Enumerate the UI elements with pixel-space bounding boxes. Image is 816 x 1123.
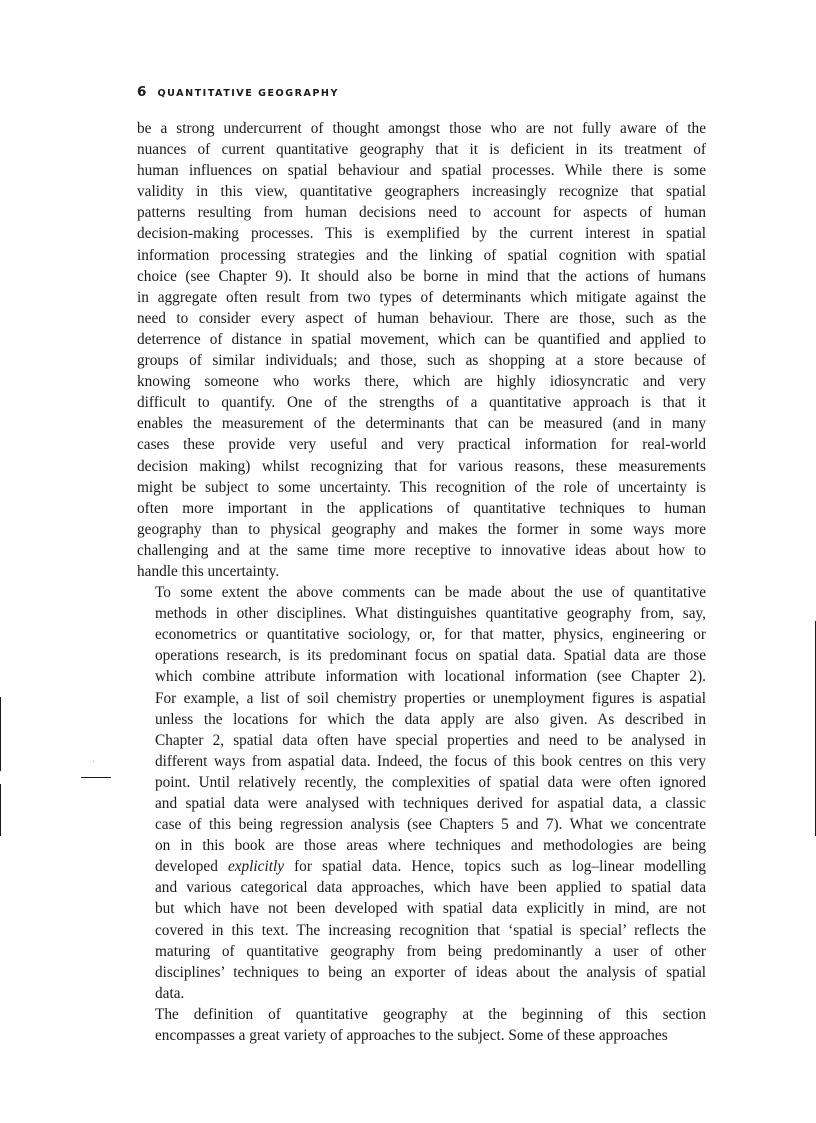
text-line: choice (see Chapter 9). It should also be borne in mind that the actions of humans [137,267,706,285]
margin-dot [93,761,94,762]
text-line: handle this uncertainty. [137,562,280,580]
text-line: developed explicitly for spatial data. Hence, topics such as log–linear modelling [155,858,706,876]
page-number: 6 [137,84,147,100]
text-line: enables the measurement of the determinants that can be measured (and in many [137,415,706,433]
text-line: point. Until relatively recently, the complexities of spatial data were often ignored [155,773,706,791]
text-line: geography than to physical geography and makes the former in some ways more [137,520,706,538]
body-text [137,118,706,1046]
text-line: human influences on spatial behaviour and spatial processes. While there is some [137,162,706,180]
text-line: Chapter 2, spatial data often have special properties and need to be analysed in [155,731,706,749]
text-line: decision making) whilst recognizing that for various reasons, these measurements [137,457,706,475]
text-line: econometrics or quantitative sociology, or, for that matter, physics, engineering or [155,626,706,644]
text-line: To some extent the above comments can be made about the use of quantitative [155,584,706,602]
text-line: decision-making processes. This is exemplified by the current interest in spatial [137,225,706,243]
text-line: encompasses a great variety of approaches to the subject. Some of these approaches [155,1027,668,1045]
text-line: and various categorical data approaches, which have been applied to spatial data [155,879,706,897]
text-line: The definition of quantitative geography at the beginning of this section [155,1005,706,1023]
text-line: patterns resulting from human decisions need to account for aspects of human [137,204,706,222]
text-line: maturing of quantitative geography from being predominantly a user of other [155,942,706,960]
text-line: different ways from aspatial data. Indeed, the focus of this book centres on this very [155,752,706,770]
text-line: need to consider every aspect of human behaviour. There are those, such as the [137,309,706,327]
text-line: information processing strategies and the linking of spatial cognition with spatial [137,246,706,264]
text-line: and spatial data were analysed with techniques derived for aspatial data, a classic [155,795,706,812]
text-line: knowing someone who works there, which are highly idiosyncratic and very [137,373,706,391]
text-line: in aggregate often result from two types of determinants which mitigate against the [137,288,706,306]
text-line: which combine attribute information with locational information (see Chapter 2). [155,668,706,686]
text-line: deterrence of distance in spatial movement, which can be quantified and applied to [137,330,706,348]
margin-mark-left-lower [0,784,1,836]
paragraph-2 [137,582,706,1004]
text-line: difficult to quantify. One of the strengths of a quantitative approach is that it [137,394,706,412]
text-line: disciplines’ techniques to being an exporter of ideas about the analysis of spatial [155,963,706,981]
text-line: challenging and at the same time more receptive to innovative ideas about how to [137,541,706,559]
text-line: cases these provide very useful and very practical information for real-world [137,436,706,454]
running-head [137,81,339,100]
running-title: QUANTITATIVE GEOGRAPHY [157,88,339,99]
emphasis: explicitly [227,858,284,876]
text-line: be a strong undercurrent of thought amongst those who are not fully aware of the [137,120,706,137]
text-line: groups of similar individuals; and those, such as shopping at a store because of [137,352,706,370]
text-line: operations research, is its predominant focus on spatial data. Spatial data are those [155,647,706,665]
text-line: might be subject to some uncertainty. This recognition of the role of uncertainty is [137,478,706,496]
text-line: often more important in the applications of quantitative techniques to human [137,499,706,517]
text-line: nuances of current quantitative geography that it is deficient in its treatment of [137,141,706,159]
text-line: For example, a list of soil chemistry properties or unemployment figures is aspatial [155,689,706,707]
margin-rule [81,777,111,778]
text-line: methods in other disciplines. What distinguishes quantitative geography from, say, [155,605,706,623]
text-line: case of this being regression analysis (see Chapters 5 and 7). What we concentrate [155,816,706,834]
text-line: but which have not been developed with spatial data explicitly in mind, are not [155,900,706,918]
text-line: validity in this view, quantitative geographers increasingly recognize that spatial [137,183,706,201]
paragraph-1 [137,118,706,582]
text-line: unless the locations for which the data apply are also given. As described in [155,710,706,728]
margin-mark-left-upper [0,697,1,771]
text-line: covered in this text. The increasing recognition that ‘spatial is special’ reflects the [155,921,706,939]
text-line: on in this book are those areas where techniques and methodologies are being [155,837,706,855]
text-line: data. [155,984,185,1002]
paragraph-3 [137,1004,706,1046]
